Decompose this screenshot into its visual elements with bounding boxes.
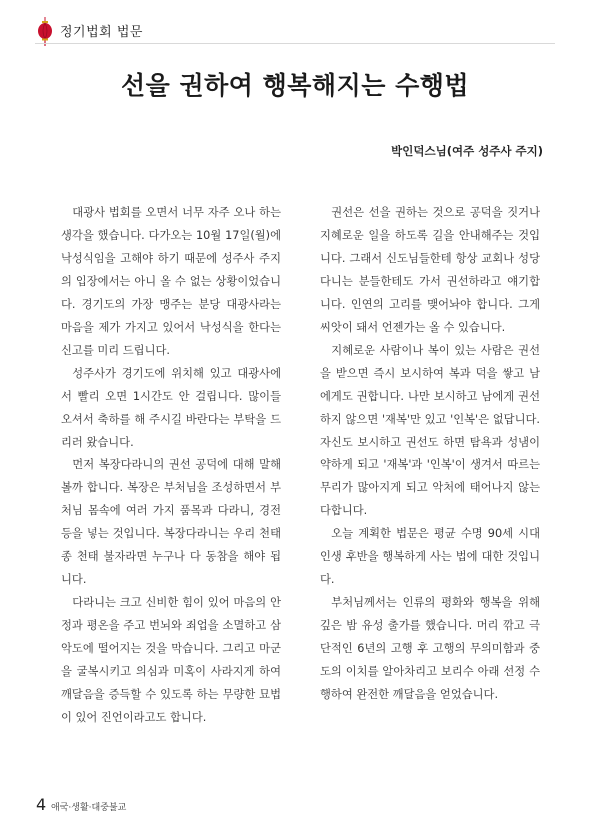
section-label: 정기법회 법문 <box>60 25 143 40</box>
paragraph: 먼저 복장다라니의 권선 공덕에 대해 말해볼까 합니다. 복장은 부처님을 조성하면서 부처님 몸속에 여러 가지 품목과 다라니, 경전 등을 넣는 것입니다. 복장다라니는 우리 천태종 천태 불자라면 누구나 다 동참을 해야 됩니다. <box>61 458 281 587</box>
paragraph: 다라니는 크고 신비한 힘이 있어 마음의 안정과 평온을 주고 번뇌와 죄업을 소멸하고 삼악도에 떨어지는 것을 막습니다. 그리고 마군을 굴복시키고 의심과 미혹이 사라지게 하여 깨달음을 증득할 수 있도록 하는 무량한 묘법이 있어 진언이라고도 합니다. <box>61 596 281 724</box>
page-number: 4 <box>36 795 47 814</box>
article-title: 선을 권하여 행복해지는 수행법 <box>120 71 470 100</box>
article-author: 박인덕스님(여주 성주사 주지) <box>391 144 543 158</box>
paragraph: 부처님께서는 인류의 평화와 행복을 위해 깊은 밤 유성 출가를 했습니다. 머리 깎고 극단적인 6년의 고행 후 고행의 무의미함과 중도의 이치를 알아차리고 보리수 아래 선정 수행하여 완전한 깨달음을 얻었습니다. <box>320 596 540 702</box>
paragraph: 권선은 선을 권하는 것으로 공덕을 짓거나 지혜로운 일을 하도록 길을 안내해주는 것입니다. 그래서 신도님들한테 항상 교회나 성당 다니는 분들한테도 가서 권선하라고 얘기합니다. 인연의 고리를 맺어놔야 합니다. 그게 씨앗이 돼서 언젠가는 올 수 있습니다. <box>320 206 540 334</box>
paragraph: 오늘 계획한 법문은 평균 수명 90세 시대 인생 후반을 행복하게 사는 법에 대한 것입니다. <box>320 527 540 587</box>
header-divider <box>35 43 555 44</box>
paragraph: 대광사 법회를 오면서 너무 자주 오나 하는 생각을 했습니다. 다가오는 10월 17일(월)에 낙성식임을 고해야 하기 때문에 성주사 주지의 입장에서는 아니 올 수 없는 상황이었습니다. 경기도의 가장 맹주는 분당 대광사라는 마음을 제가 가지고 있어서 낙성식을 한다는 신고를 미리 드립니다. <box>61 206 281 357</box>
left-column <box>61 202 281 730</box>
publication-tagline: 애국·생활·대중불교 <box>51 803 127 813</box>
paragraph: 지혜로운 사람이나 복이 있는 사람은 권선을 받으면 즉시 보시하여 복과 덕을 쌓고 남에게도 권합니다. 나만 보시하고 남에게 권선하지 않으면 '재복'만 있고 '인복'은 없답니다. 자신도 보시하고 권선도 하면 탐욕과 성냄이 약하게 되고 '재복'과 '인복'이 생겨서 따르는 무리가 많아지게 되고 악처에 태어나지 않는다합니다. <box>320 343 540 518</box>
paragraph: 성주사가 경기도에 위치해 있고 대광사에서 빨리 오면 1시간도 안 걸립니다. 많이들 오셔서 축하를 해 주시길 바란다는 부탁을 드리러 왔습니다. <box>61 366 281 449</box>
right-column <box>320 202 540 707</box>
